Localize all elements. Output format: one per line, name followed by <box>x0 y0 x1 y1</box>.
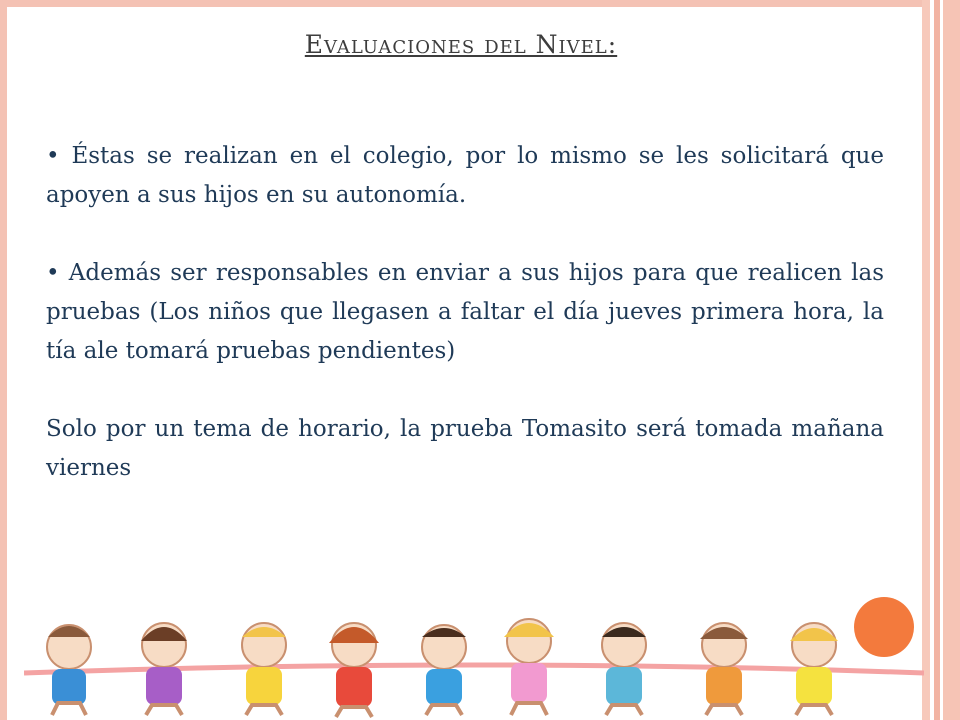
child-figure <box>422 625 466 715</box>
side-stripe <box>943 0 960 720</box>
slide-title: Evaluaciones del Nivel: <box>304 30 618 59</box>
note-paragraph: Solo por un tema de horario, la prueba Tomasito será tomada mañana viernes <box>46 416 884 481</box>
slide-body <box>46 137 884 488</box>
bullet-item: • Además ser responsables en enviar a sus hijos para que realicen las pruebas (Los niños que llegasen a faltar el día jueves primera hora, la tía ale tomará pruebas pendientes) <box>46 260 884 364</box>
children-illustration <box>24 615 924 720</box>
child-figure <box>329 623 379 717</box>
side-stripe <box>922 0 930 720</box>
bullet-item: • Éstas se realizan en el colegio, por lo mismo se les solicitará que apoyen a sus hijos en su autonomía. <box>46 143 884 208</box>
child-figure <box>602 623 646 715</box>
